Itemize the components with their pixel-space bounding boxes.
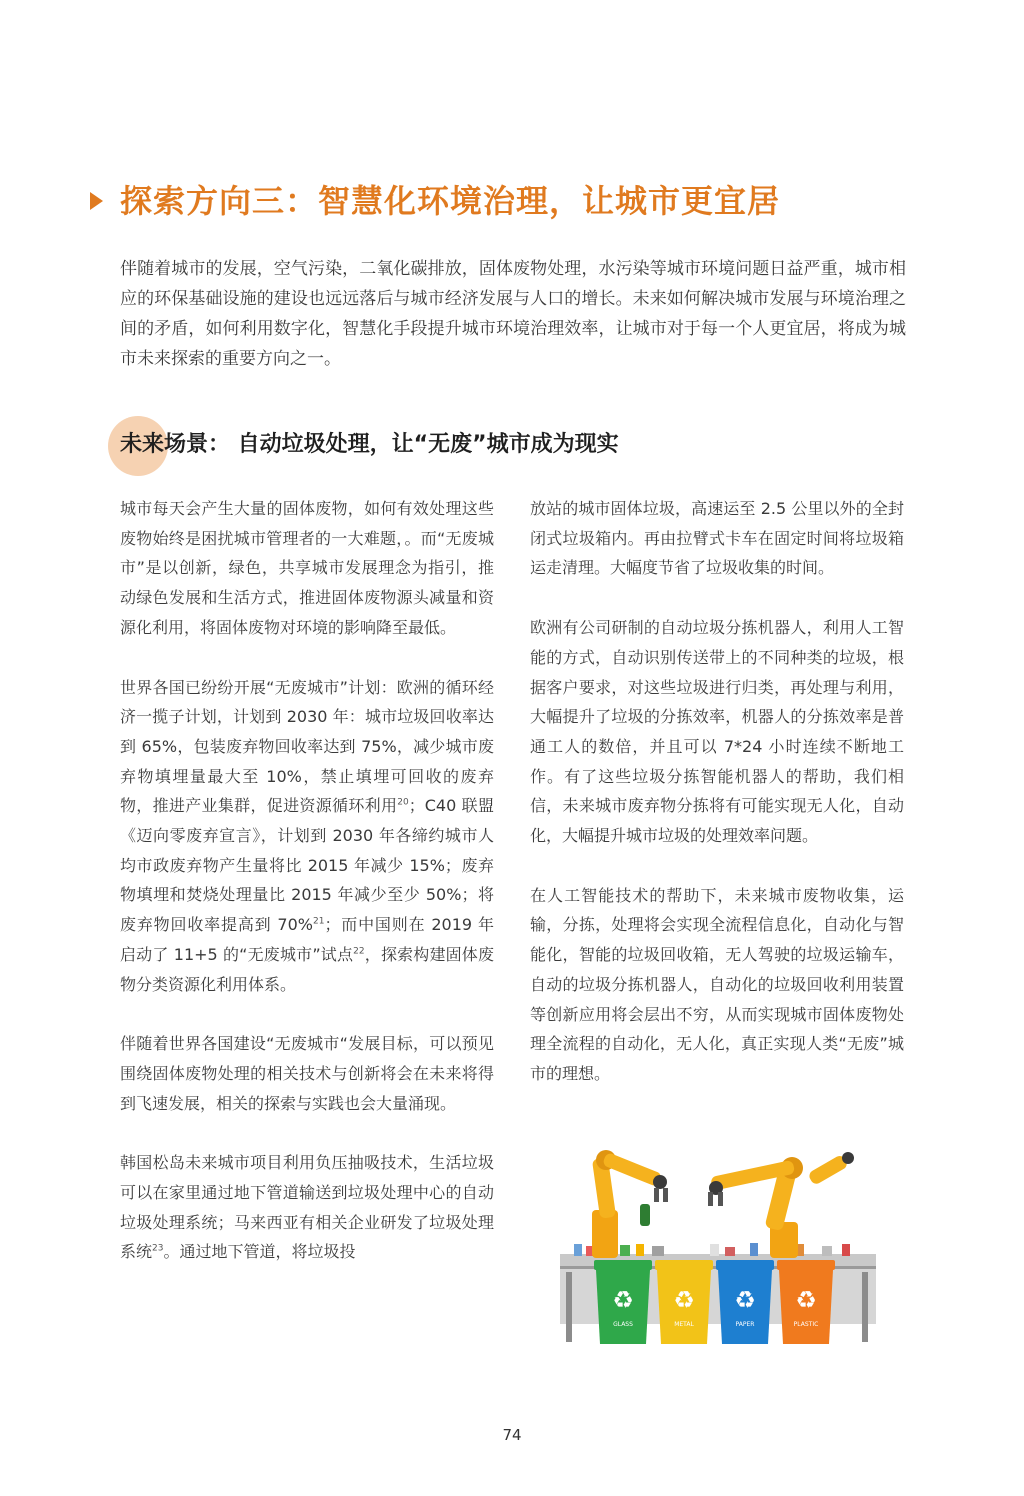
text-segment: 。通过地下管道，将垃圾投 [163, 1242, 356, 1262]
paragraph: 在人工智能技术的帮助下，未来城市废物收集，运输，分拣，处理将会实现全流程信息化，自动化与智能化，智能的垃圾回收箱，无人驾驶的垃圾运输车，自动的垃圾分拣机器人，自动化的垃圾回收利用装置等创新应用将会层出不穷，从而实现城市固体废物处理全流程的自动化，无人化，真正实现人类“无废”城市的理想。 [530, 885, 904, 1083]
bin-lid [655, 1260, 713, 1270]
recycling-bin-paper [716, 1260, 774, 1344]
paragraph: 欧洲有公司研制的自动垃圾分拣机器人，利用人工智能的方式，自动识别传送带上的不同种类的垃圾，根据客户要求，对这些垃圾进行归类，再处理与利用，大幅提升了垃圾的分拣效率，机器人的分拣效率是普通工人的数倍，并且可以 7*24 小时连续不断地工作。有了这些垃圾分拣智能机器人的帮助，我们相信，未来城市废弃物分拣将有可能实现无人化，自动化，大幅提升城市垃圾的处理效率问题。 [530, 618, 904, 846]
text-segment: 韩国松岛未来城市项目利用负压抽吸技术，生活垃圾可以在家里通过地下管道输送到垃圾处理中心的自动垃圾处理系统；马来西亚有相关企业研发了垃圾处理系统 [120, 1153, 494, 1262]
text-segment: ，探索构建固体废物分类资源化利用体系。 [120, 944, 494, 994]
robot-arm-right [708, 1152, 854, 1258]
scenario-heading [108, 414, 908, 478]
robot-sorting-illustration [560, 1132, 876, 1348]
bin-lid [777, 1260, 835, 1270]
recycling-bin-glass [594, 1260, 652, 1344]
robot-arm-left [592, 1150, 668, 1258]
text-segment: ；C40 联盟《迈向零废弃宣言》，计划到 2030 年各缔约城市人均市政废弃物产生量将比 2015 年减少 15%；废弃物填埋和焚烧处理量比 2015 年减少至少 50%；将废弃物回收率提高到 70% [120, 796, 494, 935]
recycle-icon: ♻ [734, 1286, 756, 1314]
footnote-ref: 21 [312, 916, 325, 927]
footnote-ref: 23 [152, 1244, 164, 1255]
paragraph: 放站的城市固体垃圾，高速运至 2.5 公里以外的全封闭式垃圾箱内。再由拉臂式卡车在固定时间将垃圾箱运走清理。大幅度节省了垃圾收集的时间。 [530, 499, 904, 578]
bin-lid [594, 1260, 652, 1270]
recycling-bin-metal [655, 1260, 713, 1344]
bin-label: GLASS [613, 1321, 633, 1328]
paragraph [120, 673, 494, 1000]
right-column [530, 494, 904, 1119]
bin-label: PLASTIC [793, 1321, 819, 1328]
section-heading [90, 178, 950, 228]
paragraph: 伴随着世界各国建设“无废城市“发展目标，可以预见围绕固体废物处理的相关技术与创新将会在未来将得到飞速发展，相关的探索与实践也会大量涌现。 [120, 1034, 494, 1113]
triangle-bullet-icon [90, 192, 103, 210]
recycling-bin-plastic [777, 1260, 835, 1344]
bin-label: PAPER [735, 1321, 755, 1328]
left-column [120, 494, 494, 1297]
paragraph: 城市每天会产生大量的固体废物，如何有效处理这些废物始终是困扰城市管理者的一大难题，。而“无废城市”是以创新，绿色，共享城市发展理念为指引，推动绿色发展和生活方式，推进固体废物源头减量和资源化利用，将固体废物对环境的影响降至最低。 [120, 499, 494, 637]
footnote-ref: 22 [353, 946, 365, 957]
recycle-icon: ♻ [673, 1286, 695, 1314]
intro-paragraph: 伴随着城市的发展，空气污染，二氧化碳排放，固体废物处理，水污染等城市环境问题日益严重，城市相应的环保基础设施的建设也远远落后与城市经济发展与人口的增长。未来如何解决城市发展与环境治理之间的矛盾，如何利用数字化，智慧化手段提升城市环境治理效率，让城市对于每一个人更宜居，将成为城市未来探索的重要方向之一。 [120, 259, 906, 369]
recycle-icon: ♻ [612, 1286, 634, 1314]
scenario-title: 未来场景： 自动垃圾处理，让“无废”城市成为现实 [120, 432, 619, 457]
recycle-icon: ♻ [795, 1286, 817, 1314]
footnote-ref: 20 [397, 798, 409, 808]
text-segment: ；而中国则在 2019 年启动了 11+5 的“无废城市”试点 [120, 915, 494, 964]
text-segment: 世界各国已纷纷开展“无废城市”计划：欧洲的循环经济一揽子计划，计划到 2030 年：城市垃圾回收率达到 65%，包装废弃物回收率达到 75%，减少城市废弃物填埋量最大至 10%，禁止填埋可回收的废弃物，推进产业集群，促进资源循环利用 [120, 677, 494, 816]
bin-lid [716, 1260, 774, 1270]
bin-label: METAL [674, 1321, 694, 1328]
page-number: 74 [502, 1426, 522, 1444]
paragraph [120, 1148, 494, 1267]
section-title: 探索方向三：智慧化环境治理，让城市更宜居 [120, 182, 781, 220]
robot-sorting-svg [560, 1132, 876, 1348]
